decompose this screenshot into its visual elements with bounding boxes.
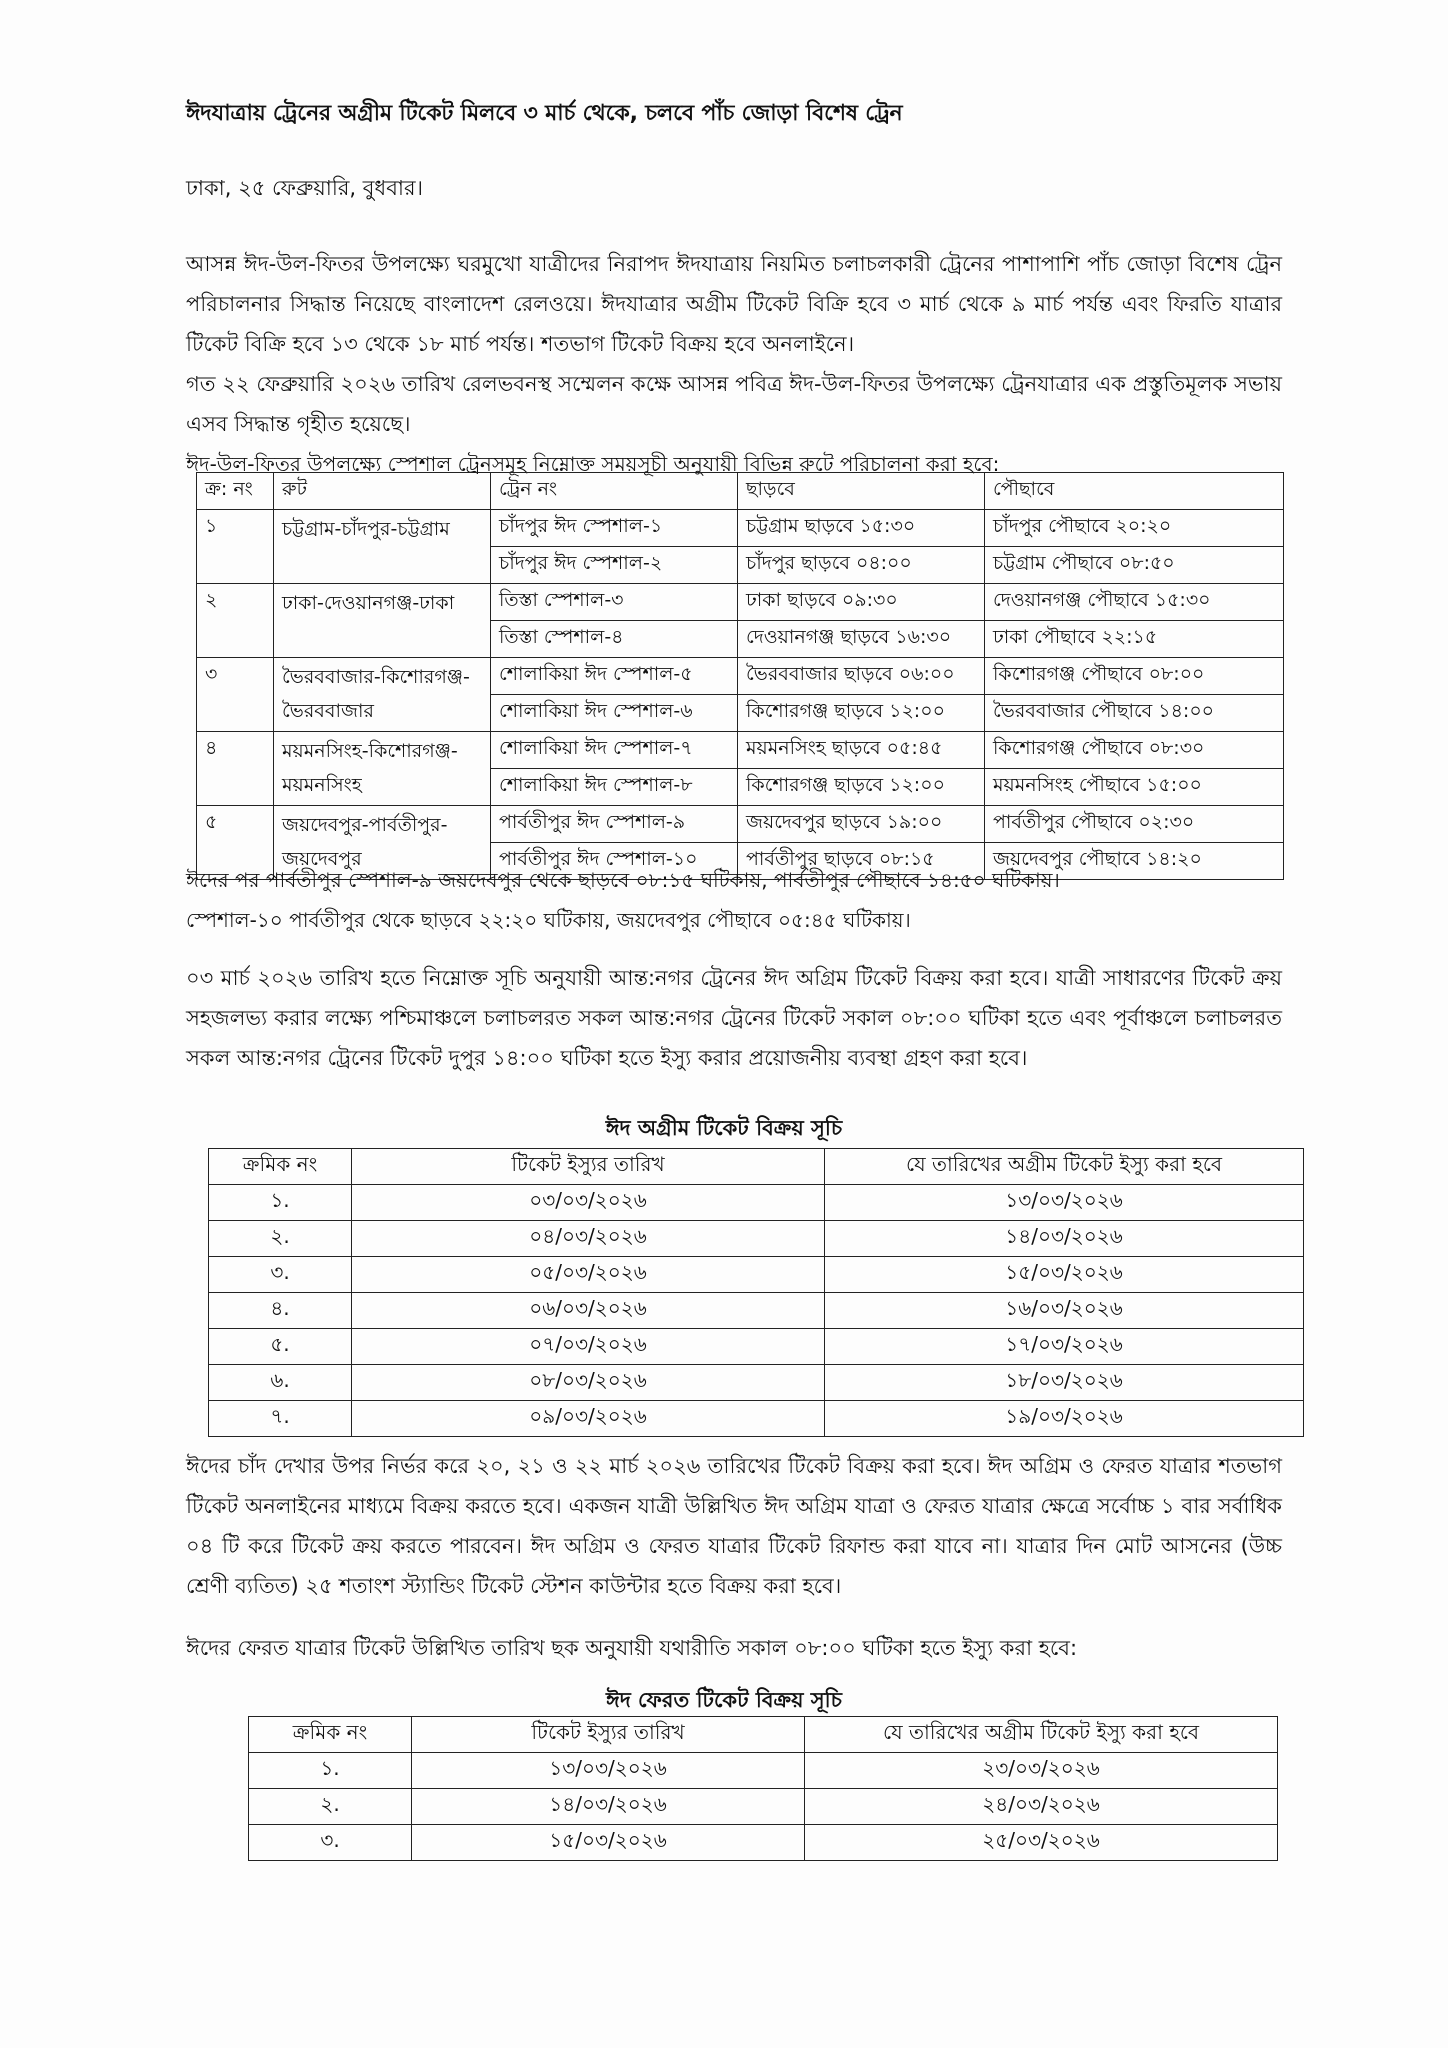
cell-route: চট্টগ্রাম-চাঁদপুর-চট্টগ্রাম (274, 510, 491, 584)
cell-travel-date: ২৫/০৩/২০২৬ (805, 1825, 1278, 1861)
cell-travel-date: ১৫/০৩/২০২৬ (825, 1257, 1304, 1293)
cell-arrive: কিশোরগঞ্জ পৌছাবে ০৮:৩০ (985, 732, 1284, 769)
cell-serial: ৫. (209, 1329, 352, 1365)
cell-serial: ১. (249, 1753, 412, 1789)
post-eid-note (186, 860, 1282, 940)
special-train-table (196, 472, 1284, 880)
cell-issue-date: ১৪/০৩/২০২৬ (412, 1789, 805, 1825)
cell-depart: ভৈরববাজার ছাড়বে ০৬:০০ (738, 658, 985, 695)
cell-depart: ময়মনসিংহ ছাড়বে ০৫:৪৫ (738, 732, 985, 769)
cell-train: শোলাকিয়া ঈদ স্পেশাল-৮ (491, 769, 738, 806)
cell-issue-date: ০৫/০৩/২০২৬ (352, 1257, 825, 1293)
cell-issue-date: ০৩/০৩/২০২৬ (352, 1185, 825, 1221)
cell-serial: ১ (197, 510, 274, 584)
cell-arrive: চাঁদপুর পৌছাবে ২০:২০ (985, 510, 1284, 547)
cell-serial: ৩ (197, 658, 274, 732)
paragraph-1b: গত ২২ ফেব্রুয়ারি ২০২৬ তারিখ রেলভবনস্থ সম্মেলন কক্ষে আসন্ন পবিত্র ঈদ-উল-ফিতর উপলক্ষ্যে ট্রেনযাত্রার এক প্রস্তুতিমূলক সভায় এসব সিদ্ধান্ত গৃহীত হয়েছে। (186, 372, 1282, 436)
cell-route: ঢাকা-দেওয়ানগঞ্জ-ঢাকা (274, 584, 491, 658)
cell-arrive: ঢাকা পৌছাবে ২২:১৫ (985, 621, 1284, 658)
table-row (209, 1257, 1304, 1293)
cell-depart: চট্টগ্রাম ছাড়বে ১৫:৩০ (738, 510, 985, 547)
header-issue-date: টিকেট ইস্যুর তারিখ (412, 1717, 805, 1753)
header-issue-date: টিকেট ইস্যুর তারিখ (352, 1149, 825, 1185)
table-row (197, 510, 1284, 547)
cell-train: শোলাকিয়া ঈদ স্পেশাল-৫ (491, 658, 738, 695)
table-row (249, 1789, 1278, 1825)
return-ticket-table (248, 1716, 1278, 1861)
cell-arrive: পার্বতীপুর পৌছাবে ০২:৩০ (985, 806, 1284, 843)
cell-serial: ৩. (249, 1825, 412, 1861)
note-line-1: ঈদের পর পার্বতীপুর স্পেশাল-৯ জয়দেবপুর থেকে ছাড়বে ০৮:১৫ ঘটিকায়, পার্বতীপুর পৌছাবে ১৪:৫০ ঘটিকায়। (186, 868, 1060, 892)
cell-arrive: কিশোরগঞ্জ পৌছাবে ০৮:০০ (985, 658, 1284, 695)
table-row (209, 1401, 1304, 1437)
advance-ticket-table (208, 1148, 1304, 1437)
header-arrive: পৌছাবে (985, 473, 1284, 510)
table-row (209, 1221, 1304, 1257)
table-row (209, 1365, 1304, 1401)
cell-serial: ১. (209, 1185, 352, 1221)
cell-arrive: ভৈরববাজার পৌছাবে ১৪:০০ (985, 695, 1284, 732)
cell-issue-date: ০৪/০৩/২০২৬ (352, 1221, 825, 1257)
cell-depart: জয়দেবপুর ছাড়বে ১৯:০০ (738, 806, 985, 843)
table-row (197, 732, 1284, 769)
cell-route: ভৈরববাজার-কিশোরগঞ্জ-ভৈরববাজার (274, 658, 491, 732)
header-depart: ছাড়বে (738, 473, 985, 510)
cell-travel-date: ১৮/০৩/২০২৬ (825, 1365, 1304, 1401)
paragraph-4: ঈদের চাঁদ দেখার উপর নির্ভর করে ২০, ২১ ও ২২ মার্চ ২০২৬ তারিখের টিকেট বিক্রয় করা হবে। ঈদ অগ্রিম ও ফেরত যাত্রার শতভাগ টিকেট অনলাইনের মাধ্যমে বিক্রয় করতে হবে। একজন যাত্রী উল্লিখিত ঈদ অগ্রিম যাত্রা ও ফেরত যাত্রার ক্ষেত্রে সর্বোচ্চ ১ বার সর্বাধিক ০৪ টি করে টিকেট ক্রয় করতে পারবেন। ঈদ অগ্রিম ও ফেরত যাত্রার টিকেট রিফান্ড করা যাবে না। যাত্রার দিন মোট আসনের (উচ্চ শ্রেণী ব্যতিত) ২৫ শতাংশ স্ট্যান্ডিং টিকেট স্টেশন কাউন্টার হতে বিক্রয় করা হবে। (186, 1454, 1282, 1598)
dateline: ঢাকা, ২৫ ফেব্রুয়ারি, বুধবার। (186, 176, 424, 200)
paragraph-5: ঈদের ফেরত যাত্রার টিকেট উল্লিখিত তারিখ ছক অনুযায়ী যথারীতি সকাল ০৮:০০ ঘটিকা হতে ইস্যু করা হবে: (186, 1636, 1078, 1660)
paragraph-3: ০৩ মার্চ ২০২৬ তারিখ হতে নিম্নোক্ত সূচি অনুযায়ী আন্ত:নগর ট্রেনের ঈদ অগ্রিম টিকেট বিক্রয় করা হবে। যাত্রী সাধারণের টিকেট ক্রয় সহজলভ্য করার লক্ষ্যে পশ্চিমাঞ্চলে চলাচলরত সকল আন্ত:নগর ট্রেনের টিকেট সকাল ০৮:০০ ঘটিকা হতে এবং পূর্বাঞ্চলে চলাচলরত সকল আন্ত:নগর ট্রেনের টিকেট দুপুর ১৪:০০ ঘটিকা হতে ইস্যু করার প্রয়োজনীয় ব্যবস্থা গ্রহণ করা হবে। (186, 966, 1282, 1070)
headline: ঈদযাত্রায় ট্রেনের অগ্রীম টিকেট মিলবে ৩ মার্চ থেকে, চলবে পাঁচ জোড়া বিশেষ ট্রেন (186, 101, 903, 126)
cell-route: ময়মনসিংহ-কিশোরগঞ্জ-ময়মনসিংহ (274, 732, 491, 806)
cell-arrive: জয়দেবপুর পৌছাবে ১৪:২০ (985, 843, 1284, 880)
table-row (197, 584, 1284, 621)
table-row (209, 1329, 1304, 1365)
cell-arrive: ময়মনসিংহ পৌছাবে ১৫:০০ (985, 769, 1284, 806)
advance-table-title: ঈদ অগ্রীম টিকেট বিক্রয় সূচি (605, 1116, 843, 1140)
cell-travel-date: ২৪/০৩/২০২৬ (805, 1789, 1278, 1825)
cell-serial: ২ (197, 584, 274, 658)
cell-arrive: চট্টগ্রাম পৌছাবে ০৮:৫০ (985, 547, 1284, 584)
intro-paragraph (186, 244, 1282, 444)
cell-serial: ৬. (209, 1365, 352, 1401)
cell-serial: ৫ (197, 806, 274, 880)
cell-train: পার্বতীপুর ঈদ স্পেশাল-৯ (491, 806, 738, 843)
table-row (197, 806, 1284, 843)
cell-issue-date: ০৬/০৩/২০২৬ (352, 1293, 825, 1329)
cell-travel-date: ১৩/০৩/২০২৬ (825, 1185, 1304, 1221)
cell-depart: ঢাকা ছাড়বে ০৯:৩০ (738, 584, 985, 621)
table-header-row (209, 1149, 1304, 1185)
cell-serial: ৪. (209, 1293, 352, 1329)
special-intro: ঈদ-উল-ফিতর উপলক্ষ্যে স্পেশাল ট্রেনসমূহ নিম্নোক্ত সময়সূচী অনুযায়ী বিভিন্ন রুটে পরিচালনা করা হবে: (186, 452, 1000, 476)
cell-serial: ৪ (197, 732, 274, 806)
cell-issue-date: ১৩/০৩/২০২৬ (412, 1753, 805, 1789)
table-row (249, 1825, 1278, 1861)
cell-train: পার্বতীপুর ঈদ স্পেশাল-১০ (491, 843, 738, 880)
cell-depart: দেওয়ানগঞ্জ ছাড়বে ১৬:৩০ (738, 621, 985, 658)
cell-travel-date: ১৭/০৩/২০২৬ (825, 1329, 1304, 1365)
header-serial: ক্রমিক নং (249, 1717, 412, 1753)
cell-depart: চাঁদপুর ছাড়বে ০৪:০০ (738, 547, 985, 584)
cell-issue-date: ১৫/০৩/২০২৬ (412, 1825, 805, 1861)
header-travel-date: যে তারিখের অগ্রীম টিকেট ইস্যু করা হবে (805, 1717, 1278, 1753)
cell-serial: ২. (249, 1789, 412, 1825)
cell-train: চাঁদপুর ঈদ স্পেশাল-২ (491, 547, 738, 584)
cell-train: শোলাকিয়া ঈদ স্পেশাল-৭ (491, 732, 738, 769)
table-row (209, 1293, 1304, 1329)
header-serial: ক্র: নং (197, 473, 274, 510)
cell-travel-date: ২৩/০৩/২০২৬ (805, 1753, 1278, 1789)
table-header-row (249, 1717, 1278, 1753)
cell-train: তিস্তা স্পেশাল-৪ (491, 621, 738, 658)
cell-arrive: দেওয়ানগঞ্জ পৌছাবে ১৫:৩০ (985, 584, 1284, 621)
table-row (209, 1185, 1304, 1221)
cell-train: শোলাকিয়া ঈদ স্পেশাল-৬ (491, 695, 738, 732)
return-table-title: ঈদ ফেরত টিকেট বিক্রয় সূচি (605, 1688, 843, 1712)
cell-serial: ৭. (209, 1401, 352, 1437)
cell-issue-date: ০৯/০৩/২০২৬ (352, 1401, 825, 1437)
cell-train: তিস্তা স্পেশাল-৩ (491, 584, 738, 621)
cell-depart: কিশোরগঞ্জ ছাড়বে ১২:০০ (738, 769, 985, 806)
cell-serial: ২. (209, 1221, 352, 1257)
cell-serial: ৩. (209, 1257, 352, 1293)
cell-depart: পার্বতীপুর ছাড়বে ০৮:১৫ (738, 843, 985, 880)
cell-issue-date: ০৮/০৩/২০২৬ (352, 1365, 825, 1401)
cell-travel-date: ১৪/০৩/২০২৬ (825, 1221, 1304, 1257)
table-row (197, 658, 1284, 695)
note-line-2: স্পেশাল-১০ পার্বতীপুর থেকে ছাড়বে ২২:২০ ঘটিকায়, জয়দেবপুর পৌছাবে ০৫:৪৫ ঘটিকায়। (186, 908, 911, 932)
paragraph-1: আসন্ন ঈদ-উল-ফিতর উপলক্ষ্যে ঘরমুখো যাত্রীদের নিরাপদ ঈদযাত্রায় নিয়মিত চলাচলকারী ট্রেনের পাশাপাশি পাঁচ জোড়া বিশেষ ট্রেন পরিচালনার সিদ্ধান্ত নিয়েছে বাংলাদেশ রেলওয়ে। ঈদযাত্রার অগ্রীম টিকেট বিক্রি হবে ৩ মার্চ থেকে ৯ মার্চ পর্যন্ত এবং ফিরতি যাত্রার টিকেট বিক্রি হবে ১৩ থেকে ১৮ মার্চ পর্যন্ত। শতভাগ টিকেট বিক্রয় হবে অনলাইনে। (186, 252, 1282, 356)
cell-route: জয়দেবপুর-পার্বতীপুর-জয়দেবপুর (274, 806, 491, 880)
cell-issue-date: ০৭/০৩/২০২৬ (352, 1329, 825, 1365)
cell-depart: কিশোরগঞ্জ ছাড়বে ১২:০০ (738, 695, 985, 732)
header-route: রুট (274, 473, 491, 510)
table-row (249, 1753, 1278, 1789)
header-serial: ক্রমিক নং (209, 1149, 352, 1185)
cell-travel-date: ১৯/০৩/২০২৬ (825, 1401, 1304, 1437)
table-header-row (197, 473, 1284, 510)
header-train: ট্রেন নং (491, 473, 738, 510)
cell-travel-date: ১৬/০৩/২০২৬ (825, 1293, 1304, 1329)
cell-train: চাঁদপুর ঈদ স্পেশাল-১ (491, 510, 738, 547)
header-travel-date: যে তারিখের অগ্রীম টিকেট ইস্যু করা হবে (825, 1149, 1304, 1185)
